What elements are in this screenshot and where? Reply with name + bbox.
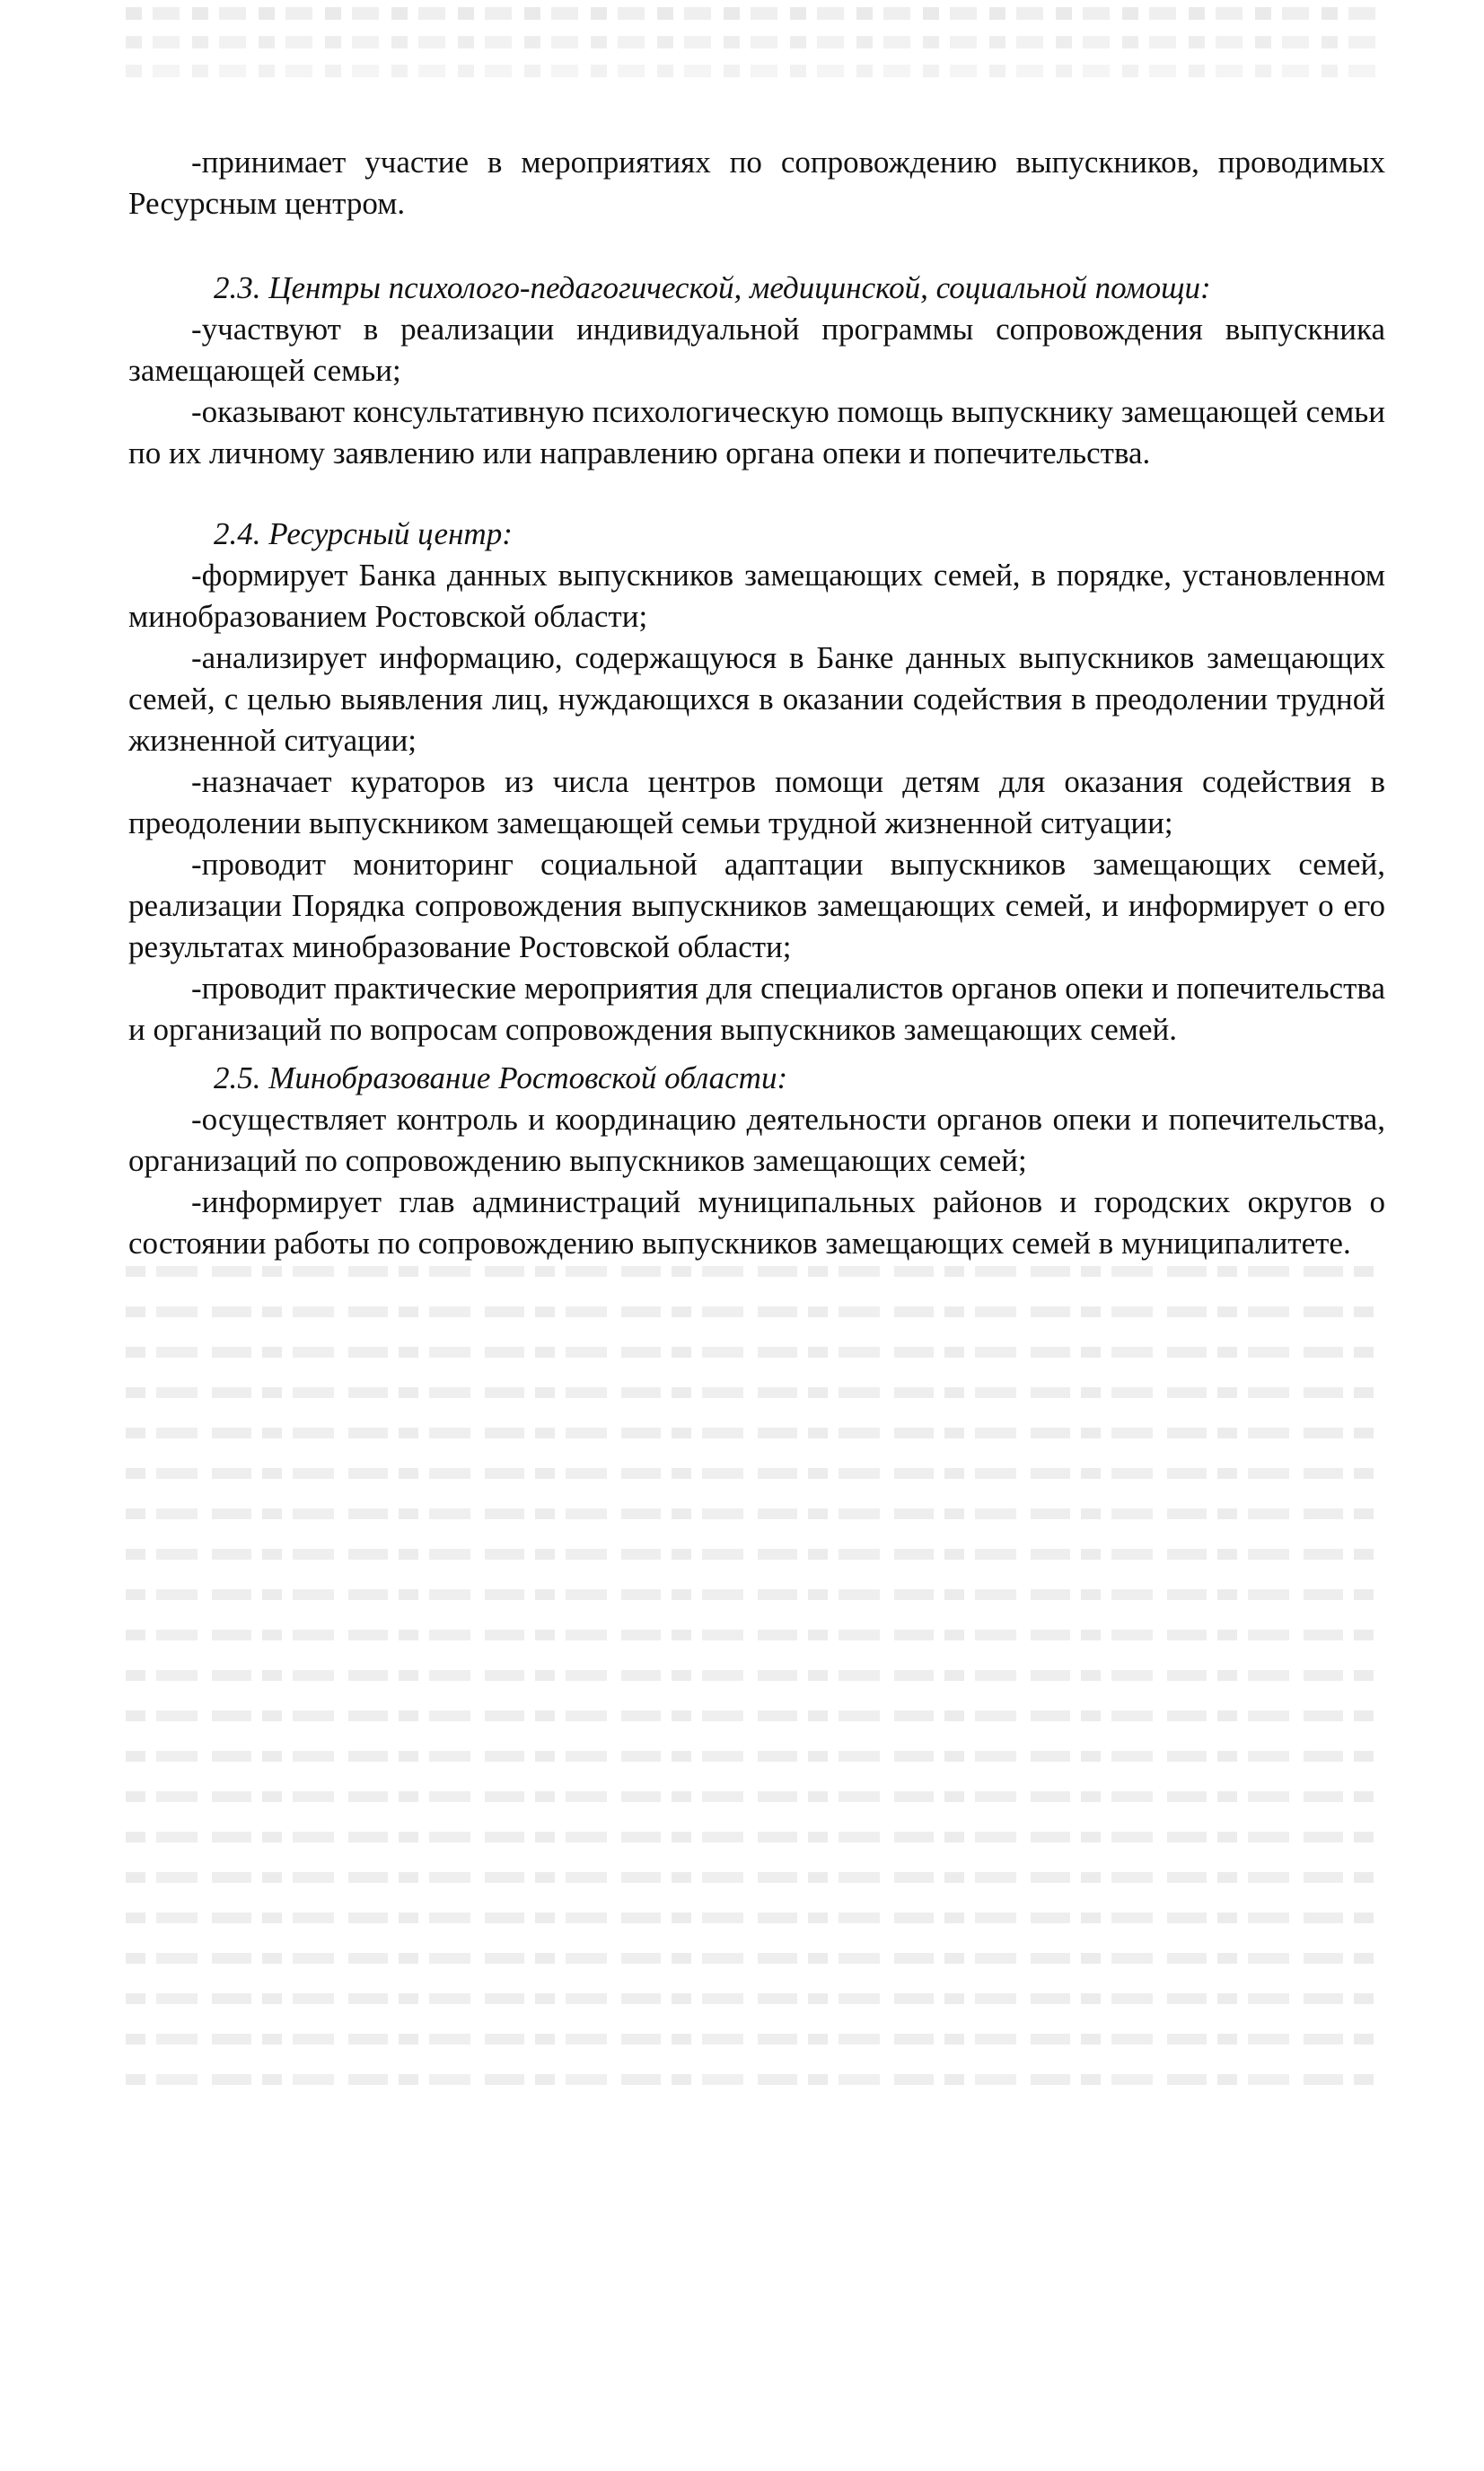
- intro-paragraph: -принимает участие в мероприятиях по сопровождению выпускников, проводимых Ресурсным центром.: [128, 145, 1385, 221]
- scan-bleed-through: [126, 1266, 1383, 2115]
- scan-noise-top: [126, 7, 1383, 20]
- list-item: -формирует Банка данных выпускников замещающих семей, в порядке, установленном минобразованием Ростовской области;: [128, 558, 1385, 634]
- section-2-4: [128, 514, 1385, 1051]
- scan-noise-top-3: [126, 65, 1383, 77]
- list-item: -участвуют в реализации индивидуальной программы сопровождения выпускника замещающей семьи;: [128, 312, 1385, 388]
- section-heading: 2.3. Центры психолого-педагогической, медицинской, социальной помощи:: [214, 270, 1211, 305]
- section-2-3: [128, 268, 1385, 474]
- section-2-5: [128, 1058, 1385, 1264]
- list-item: -назначает кураторов из числа центров помощи детям для оказания содействия в преодолении выпускником замещающей семьи трудной жизненной ситуации;: [128, 764, 1385, 840]
- list-item: -осуществляет контроль и координацию деятельности органов опеки и попечительства, организаций по сопровождению выпускников замещающих семей;: [128, 1102, 1385, 1178]
- section-heading: 2.4. Ресурсный центр:: [214, 516, 513, 551]
- document-body: [128, 142, 1385, 1264]
- list-item: -информирует глав администраций муниципальных районов и городских округов о состоянии работы по сопровождению выпускников замещающих семей в муниципалитете.: [128, 1184, 1385, 1261]
- list-item: -проводит практические мероприятия для специалистов органов опеки и попечительства и организаций по вопросам сопровождения выпускников замещающих семей.: [128, 971, 1385, 1047]
- scan-noise-top-2: [126, 36, 1383, 48]
- list-item: -проводит мониторинг социальной адаптации выпускников замещающих семей, реализации Порядка сопровождения выпускников замещающих семей, и информирует о его результатах минобразование Ростовской области;: [128, 847, 1385, 964]
- section-heading: 2.5. Минобразование Ростовской области:: [214, 1060, 788, 1095]
- list-item: -анализирует информацию, содержащуюся в Банке данных выпускников замещающих семей, с целью выявления лиц, нуждающихся в оказании содействия в преодолении трудной жизненной ситуации;: [128, 640, 1385, 758]
- list-item: -оказывают консультативную психологическую помощь выпускнику замещающей семьи по их личному заявлению или направлению органа опеки и попечительства.: [128, 394, 1385, 470]
